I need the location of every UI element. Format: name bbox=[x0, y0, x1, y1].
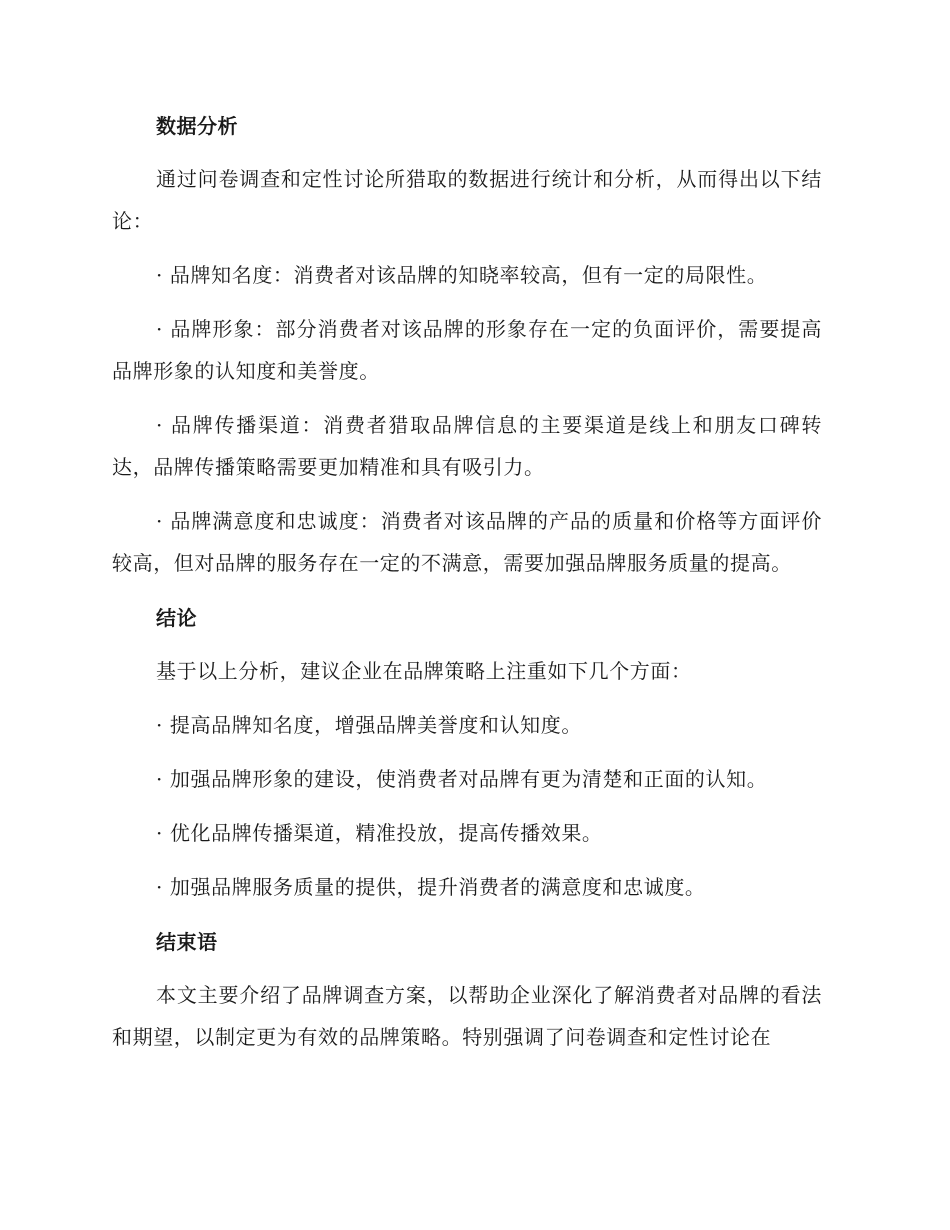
bullet-image-building: · 加强品牌形象的建设，使消费者对品牌有更为清楚和正面的认知。 bbox=[156, 767, 768, 791]
paragraph-intro: 通过问卷调查和定性讨论所猎取的数据进行统计和分析，从而得出以下结论： bbox=[112, 167, 822, 233]
section-heading-conclusion: 结论 bbox=[156, 606, 197, 630]
paragraph-conclusion-intro: 基于以上分析，建议企业在品牌策略上注重如下几个方面： bbox=[156, 659, 692, 683]
bullet-improve-awareness: · 提高品牌知名度，增强品牌美誉度和认知度。 bbox=[156, 713, 582, 737]
section-heading-closing: 结束语 bbox=[156, 930, 218, 954]
bullet-brand-satisfaction: · 品牌满意度和忠诚度：消费者对该品牌的产品的质量和价格等方面评价较高，但对品牌的服务存在一定的不满意，需要加强品牌服务质量的提高。 bbox=[112, 509, 822, 575]
paragraph-closing: 本文主要介绍了品牌调查方案，以帮助企业深化了解消费者对品牌的看法和期望，以制定更为有效的品牌策略。特别强调了问卷调查和定性讨论在 bbox=[112, 983, 822, 1049]
bullet-brand-image: · 品牌形象：部分消费者对该品牌的形象存在一定的负面评价，需要提高品牌形象的认知度和美誉度。 bbox=[112, 317, 822, 383]
section-heading-data-analysis: 数据分析 bbox=[156, 114, 238, 138]
bullet-brand-channels: · 品牌传播渠道：消费者猎取品牌信息的主要渠道是线上和朋友口碑转达，品牌传播策略需要更加精准和具有吸引力。 bbox=[112, 413, 822, 479]
bullet-optimize-channels: · 优化品牌传播渠道，精准投放，提高传播效果。 bbox=[156, 821, 603, 845]
bullet-service-quality: · 加强品牌服务质量的提供，提升消费者的满意度和忠诚度。 bbox=[156, 875, 706, 899]
bullet-brand-awareness: · 品牌知名度：消费者对该品牌的知晓率较高，但有一定的局限性。 bbox=[156, 263, 768, 287]
